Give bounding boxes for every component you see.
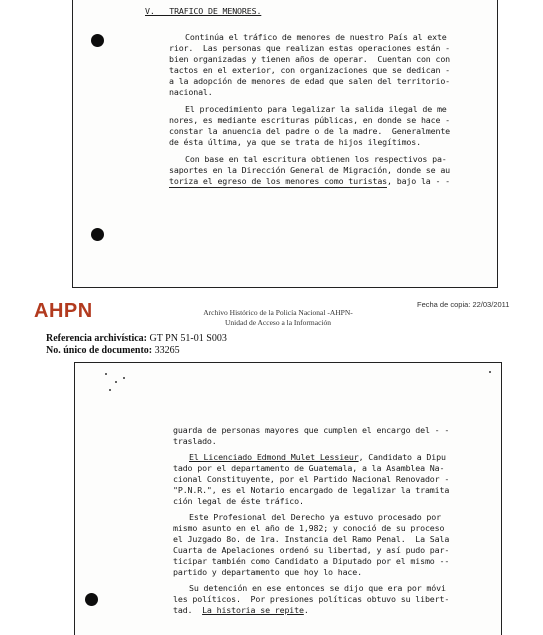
document-number-line	[46, 345, 180, 356]
reference-line	[46, 333, 227, 344]
text-line: Continúa el tráfico de menores de nuestro País al exte	[185, 32, 447, 42]
scan-speck	[109, 389, 111, 391]
text-line: Este Profesional del Derecho ya estuvo procesado por	[189, 512, 441, 522]
scanned-page-2	[74, 362, 502, 635]
scan-speck	[105, 373, 107, 375]
archive-header	[0, 292, 543, 362]
text-line: traslado.	[173, 436, 217, 446]
highlighted-phrase: La historia se repite	[202, 605, 304, 615]
scanned-page-1	[72, 0, 498, 288]
text-line: El procedimiento para legalizar la salida ilegal de me	[185, 104, 447, 114]
punch-hole	[85, 593, 98, 606]
text-line: partido y departamento que hoy lo hace.	[173, 567, 362, 577]
text-line: mismo asunto en el año de 1,982; y conoció de su proceso	[173, 523, 445, 533]
text-line: toriza el egreso de los menores como turistas, bajo la - -	[169, 176, 451, 186]
archive-unit: Unidad de Acceso a la Información	[225, 318, 331, 327]
text-line: les políticos. Por presiones políticas obtuvo su libert-	[173, 594, 450, 604]
text-line: tado por el departamento de Guatemala, a la Asamblea Na-	[173, 463, 445, 473]
text-line: "P.N.R.", es el Notario encargado de legalizar la tramita	[173, 485, 450, 495]
text-line: Su detención en ese entonces se dijo que era por móvi	[189, 583, 446, 593]
text-line: tactos en el exterior, con organizaciones que se dedican -	[169, 65, 451, 75]
archive-name: Archivo Histórico de la Policía Nacional -AHPN-	[203, 308, 353, 317]
punch-hole	[91, 34, 104, 47]
text-line: bien organizadas y tienen años de operar. Cuentan con con	[169, 54, 451, 64]
copy-date: Fecha de copia: 22/03/2011	[417, 300, 510, 309]
ahpn-logo: AHPN	[34, 300, 93, 322]
text-line: El Licenciado Edmond Mulet Lessieur, Candidato a Dipu	[189, 452, 446, 462]
text-line: Con base en tal escritura obtienen los respectivos pa-	[185, 154, 447, 164]
text-line: cional Constituyente, por el Partido Nacional Renovador -	[173, 474, 450, 484]
text-line: rior. Las personas que realizan estas operaciones están -	[169, 43, 451, 53]
punch-hole	[91, 228, 104, 241]
text-line: el Juzgado 8o. de 1ra. Instancia del Ramo Penal. La Sala	[173, 534, 450, 544]
text-line: nores, es mediante escrituras públicas, en donde se hace -	[169, 115, 451, 125]
text-line: guarda de personas mayores que cumplen el encargo del - -	[173, 425, 450, 435]
scan-speck	[115, 381, 117, 383]
underline-mark	[169, 187, 387, 188]
document-number-label: No. único de documento:	[46, 345, 153, 356]
text-line: ticipar también como Candidato a Diputado por el mismo --	[173, 556, 450, 566]
highlighted-name: El Licenciado Edmond Mulet Lessieur	[189, 452, 359, 462]
text-line: constar la anuencia del padre o de la madre. Generalmente	[169, 126, 451, 136]
text-line: ción legal de éste tráfico.	[173, 496, 304, 506]
scan-speck	[123, 377, 125, 379]
document-number-value: 33265	[152, 345, 180, 356]
text-line: de ésta última, ya que se trata de hijos ilegítimos.	[169, 137, 421, 147]
reference-label: Referencia archivística:	[46, 333, 147, 344]
reference-value: GT PN 51-01 S003	[147, 333, 227, 344]
text-line: Cuarta de Apelaciones ordenó su libertad, y así pudo par-	[173, 545, 450, 555]
text-line: nacional.	[169, 87, 213, 97]
text-line: saportes en la Dirección General de Migración, donde se au	[169, 165, 451, 175]
scan-speck	[489, 371, 491, 373]
text-line: tad. La historia se repite.	[173, 605, 309, 615]
text-line: a la adopción de menores de edad que salen del territorio-	[169, 76, 451, 86]
section-heading: V. TRAFICO DE MENORES.	[145, 6, 262, 16]
